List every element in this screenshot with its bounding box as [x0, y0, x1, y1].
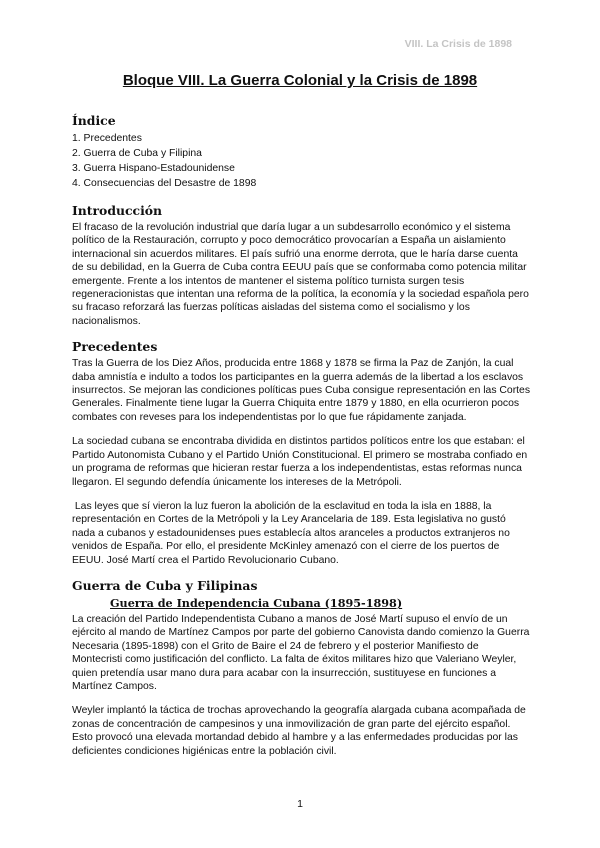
precedentes-paragraph: Tras la Guerra de los Diez Años, producida entre 1868 y 1878 se firma la Paz de Zanjón, la cual daba amnistía e indulto a todos los participantes en la guerra además de la libertad a los esclavos insurrectos. Se mejoran las condiciones políticas pues Cuba consigue representación en las Cortes Generales. Finalmente tiene lugar la Guerra Chiquita entre 1879 y 1880, en ella ocurrieron pocos combates con reveses para los independentistas por lo que fue rápidamente zanjada. [72, 358, 531, 423]
document-body [72, 113, 530, 769]
page-title: Bloque VIII. La Guerra Colonial y la Crisis de 1898 [122, 72, 478, 89]
guerra-independencia-subheading: Guerra de Independencia Cubana (1895-1898) [110, 595, 403, 610]
introduccion-paragraph: El fracaso de la revolución industrial que daría lugar a un subdesarrollo económico y el sistema político de la Restauración, corrupto y poco democrático provocarían a España un aislamiento internacional sin acuerdos militares. El país sufrió una enorme derrota, que le haría darse cuenta de su debilidad, en la Guerra de Cuba contra EEUU país que se conformaba como potencia militar emergente. Frente a los intentos de mantener el sistema político turnista surgen tesis regeneracionistas que intentan una reforma de la política, la economía y la sociedad española pero su fracaso reforzará las fuerzas políticas aisladas del sistema como el socialismo y los nacionalismos. [72, 222, 529, 327]
precedentes-paragraph: Las leyes que sí vieron la luz fueron la abolición de la esclavitud en toda la isla en 1888, la representación en Cortes de la Metrópoli y la Ley Arancelaria de 189. Esta legislativa no gustó nada a cubanos y estadounidenses pues establecía altos aranceles a productos extranjeros no venidos de España. Por ello, el presidente McKinley amenazó con el cierre de los puertos de EEUU. José Martí crea el Partido Revolucionario Cubano. [72, 500, 513, 566]
indice-heading: Índice [72, 113, 116, 128]
precedentes-section [72, 339, 530, 567]
guerra-cuba-paragraph: Weyler implantó la táctica de trochas aprovechando la geografía alargada cubana acompañada de zonas de concentración de campesinos y una inmovilización de gran parte del ejército español. Esto provocó una elevada mortandad debido al hambre y a las enfermedades producidas por las deficientes condiciones higiénicas entre la población civil. [72, 705, 526, 757]
introduccion-heading: Introducción [72, 203, 163, 218]
guerra-cuba-heading: Guerra de Cuba y Filipinas [72, 577, 258, 593]
introduccion-section [72, 203, 530, 328]
indice-item: 1. Precedentes [72, 133, 142, 144]
indice-section [72, 113, 530, 191]
indice-list [72, 131, 530, 191]
precedentes-heading: Precedentes [72, 339, 158, 355]
indice-item: 3. Guerra Hispano-Estadounidense [72, 163, 235, 174]
page-number: 1 [297, 798, 303, 810]
indice-item: 4. Consecuencias del Desastre de 1898 [72, 178, 257, 189]
guerra-cuba-section [72, 578, 530, 758]
precedentes-paragraph: La sociedad cubana se encontraba dividida en distintos partidos políticos entre los que estaban: el Partido Autonomista Cubano y el Partido Unión Constitucional. El primero se mostraba confiado en un programa de reformas que hicieran restar fuerza a los independentistas, estas reformas nunca llegaron. El segundo defendía únicamente los intereses de la Metrópoli. [72, 436, 528, 488]
running-header: VIII. La Crisis de 1898 [404, 38, 512, 50]
indice-item: 2. Guerra de Cuba y Filipina [72, 148, 202, 159]
guerra-cuba-paragraph: La creación del Partido Independentista Cubano a manos de José Martí supuso el envío de un ejército al mando de Martínez Campos por parte del gobierno Canovista dando comienzo la Guerra Necesaria (1895-1898) con el Grito de Baire el 24 de febrero y el posterior Manifiesto de Montecristi como justificación del conflicto. La falta de éxitos militares hizo que Valeriano Weyler, quien pretendía usar mano dura para acabar con la insurrección, sustituyese en funciones a Martínez Campos. [72, 613, 530, 692]
